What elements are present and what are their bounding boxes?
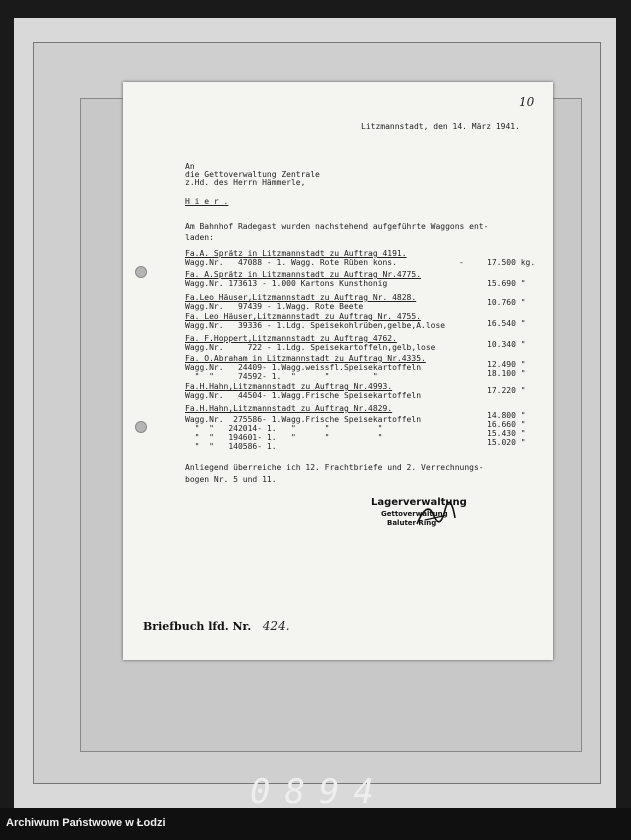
intro-line-2: laden: [185,233,214,242]
frame-number: 0894 [250,772,388,812]
entry-amount: 15.430 " [487,429,526,438]
register-line [143,615,290,634]
register-number: 424. [262,619,290,633]
entry-line: Wagg.Nr. 722 - 1.Ldg. Speisekartoffeln,gelb,lose [185,343,436,352]
entry-firm: Fa.Leo Häuser,Litzmannstadt zu Auftrag Nr. 4828. [185,293,417,302]
entry-line: Wagg.Nr. 24409- 1.Wagg.weissfl.Speisekartoffeln [185,363,422,372]
letter-page [123,82,553,660]
stamp-title: Lagerverwaltung [371,497,467,508]
entry-firm: Fa. Leo Häuser,Litzmannstadt zu Auftrag Nr. 4755. [185,312,422,321]
entry-firm: Fa.H.Hahn,Litzmannstadt zu Auftrag Nr.4993. [185,382,393,391]
address-line-3: z.Hd. des Herrn Hämmerle, [185,178,306,187]
entry-line: " " 194601- 1. " " " [185,433,383,442]
entry-firm: Fa.A. Sprätz in Litzmannstadt zu Auftrag 4191. [185,249,407,258]
entry-line: Wagg.Nr. 97439 - 1.Wagg. Rote Beete [185,302,364,311]
entry-line: Wagg.Nr. 44504- 1.Wagg.Frische Speisekartoffeln [185,391,422,400]
closing-line-1: Anliegend überreiche ich 12. Frachtbriefe und 2. Verrechnungs- [185,463,484,472]
entry-amount: 16.540 " [487,319,526,328]
entry-firm: Fa. A.Sprätz in Litzmannstadt zu Auftrag Nr.4775. [185,270,422,279]
entry-firm: Fa. F.Hoppert,Litzmannstadt zu Auftrag 4762. [185,334,397,343]
entry-amount: 18.100 " [487,369,526,378]
entry-firm: Fa. O.Abraham in Litzmannstadt zu Auftrag Nr.4335. [185,354,426,363]
entry-amount: 12.490 " [487,360,526,369]
entry-line: Wagg.Nr. 47088 - 1. Wagg. Rote Rüben kons. [185,258,397,267]
page-number: 10 [519,95,535,109]
entry-amount: 10.340 " [487,340,526,349]
entry-amount: 16.660 " [487,420,526,429]
punch-hole-bottom [135,421,147,433]
address-line-2: die Gettoverwaltung Zentrale [185,170,320,179]
entry-line: " " 140586- 1. [185,442,277,451]
entry-line: Wagg.Nr. 275586- 1.Wagg.Frische Speisekartoffeln [185,415,422,424]
entry-amount: 15.690 " [487,279,526,288]
entry-amount: 10.760 " [487,298,526,307]
entry-line: " " 242014- 1. " " " [185,424,383,433]
entry-amount: 15.020 " [487,438,526,447]
hier-line: H i e r . [185,197,229,206]
closing-line-2: bogen Nr. 5 und 11. [185,475,277,484]
address-line-1: An [185,162,195,171]
intro-line-1: Am Bahnhof Radegast wurden nachstehend aufgeführte Waggons ent- [185,222,489,231]
stamp-line-3: Baluter Ring [387,519,437,527]
signature-icon [413,500,457,530]
date-line: Litzmannstadt, den 14. März 1941. [361,122,520,131]
entry-line: Wagg.Nr. 173613 - 1.000 Kartons Kunsthonig [185,279,388,288]
stamp-line-2: Gettoverwaltung [381,510,448,518]
entry-dash: - [459,258,464,267]
punch-hole-top [135,266,147,278]
entry-amount: 14.800 " [487,411,526,420]
register-label: Briefbuch lfd. Nr. [143,620,252,633]
entry-amount: 17.500 kg. [487,258,536,267]
archive-label: Archiwum Państwowe w Łodzi [6,817,166,829]
entry-amount: 17.220 " [487,386,526,395]
entry-line: Wagg.Nr. 39336 - 1.Ldg. Speisekohlrüben,gelbe,A.lose [185,321,446,330]
entry-line: " " 74592- 1. " " " [185,372,378,381]
entry-firm: Fa.H.Hahn,Litzmannstadt zu Auftrag Nr.4829. [185,404,393,413]
